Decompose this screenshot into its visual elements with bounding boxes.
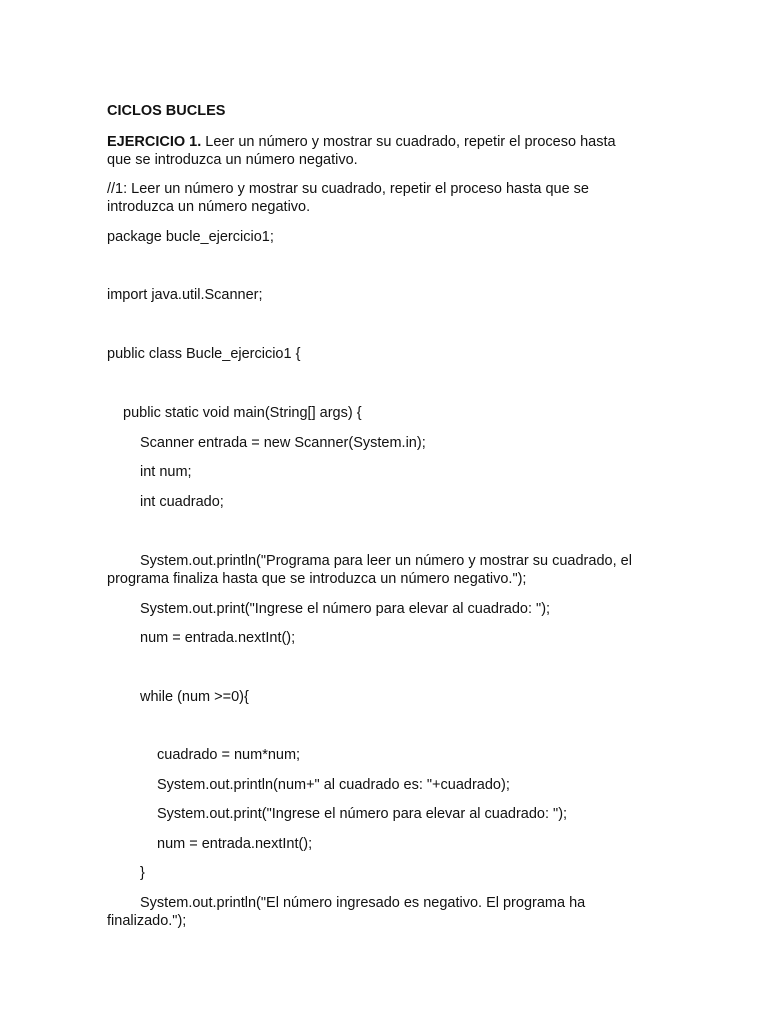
code-int-cuadrado: int cuadrado; xyxy=(140,494,224,510)
comment-line-2: introduzca un número negativo. xyxy=(107,199,311,215)
code-int-num: int num; xyxy=(140,464,192,480)
code-read-num-loop: num = entrada.nextInt(); xyxy=(157,836,313,852)
exercise-text-1: Leer un número y mostrar su cuadrado, repetir el proceso hasta xyxy=(201,134,616,150)
code-println-end-1: System.out.println("El número ingresado es negativo. El programa ha xyxy=(140,895,586,911)
code-read-num: num = entrada.nextInt(); xyxy=(140,630,296,646)
code-println-intro-2: programa finaliza hasta que se introduzca un número negativo."); xyxy=(107,571,527,587)
code-while-decl: while (num >=0){ xyxy=(140,689,249,705)
code-class-decl: public class Bucle_ejercicio1 { xyxy=(107,346,301,362)
code-package: package bucle_ejercicio1; xyxy=(107,229,274,245)
code-main-decl: public static void main(String[] args) { xyxy=(123,405,362,421)
code-calc: cuadrado = num*num; xyxy=(157,747,301,763)
exercise-line-1 xyxy=(107,133,667,151)
code-println-intro-1: System.out.println("Programa para leer un número y mostrar su cuadrado, el xyxy=(140,553,632,569)
code-print-prompt: System.out.print("Ingrese el número para elevar al cuadrado: "); xyxy=(140,601,551,617)
code-println-end-2: finalizado."); xyxy=(107,913,187,929)
code-scanner: Scanner entrada = new Scanner(System.in); xyxy=(140,435,426,451)
code-println-result: System.out.println(num+" al cuadrado es: "+cuadrado); xyxy=(157,777,510,793)
comment-line-1: //1: Leer un número y mostrar su cuadrado, repetir el proceso hasta que se xyxy=(107,181,589,197)
exercise-label: EJERCICIO 1. xyxy=(107,134,202,150)
document-heading: CICLOS BUCLES xyxy=(107,103,226,119)
exercise-line-2: que se introduzca un número negativo. xyxy=(107,152,358,168)
code-print-prompt-loop: System.out.print("Ingrese el número para elevar al cuadrado: "); xyxy=(157,806,568,822)
code-import: import java.util.Scanner; xyxy=(107,287,263,303)
code-close-brace: } xyxy=(140,865,145,881)
